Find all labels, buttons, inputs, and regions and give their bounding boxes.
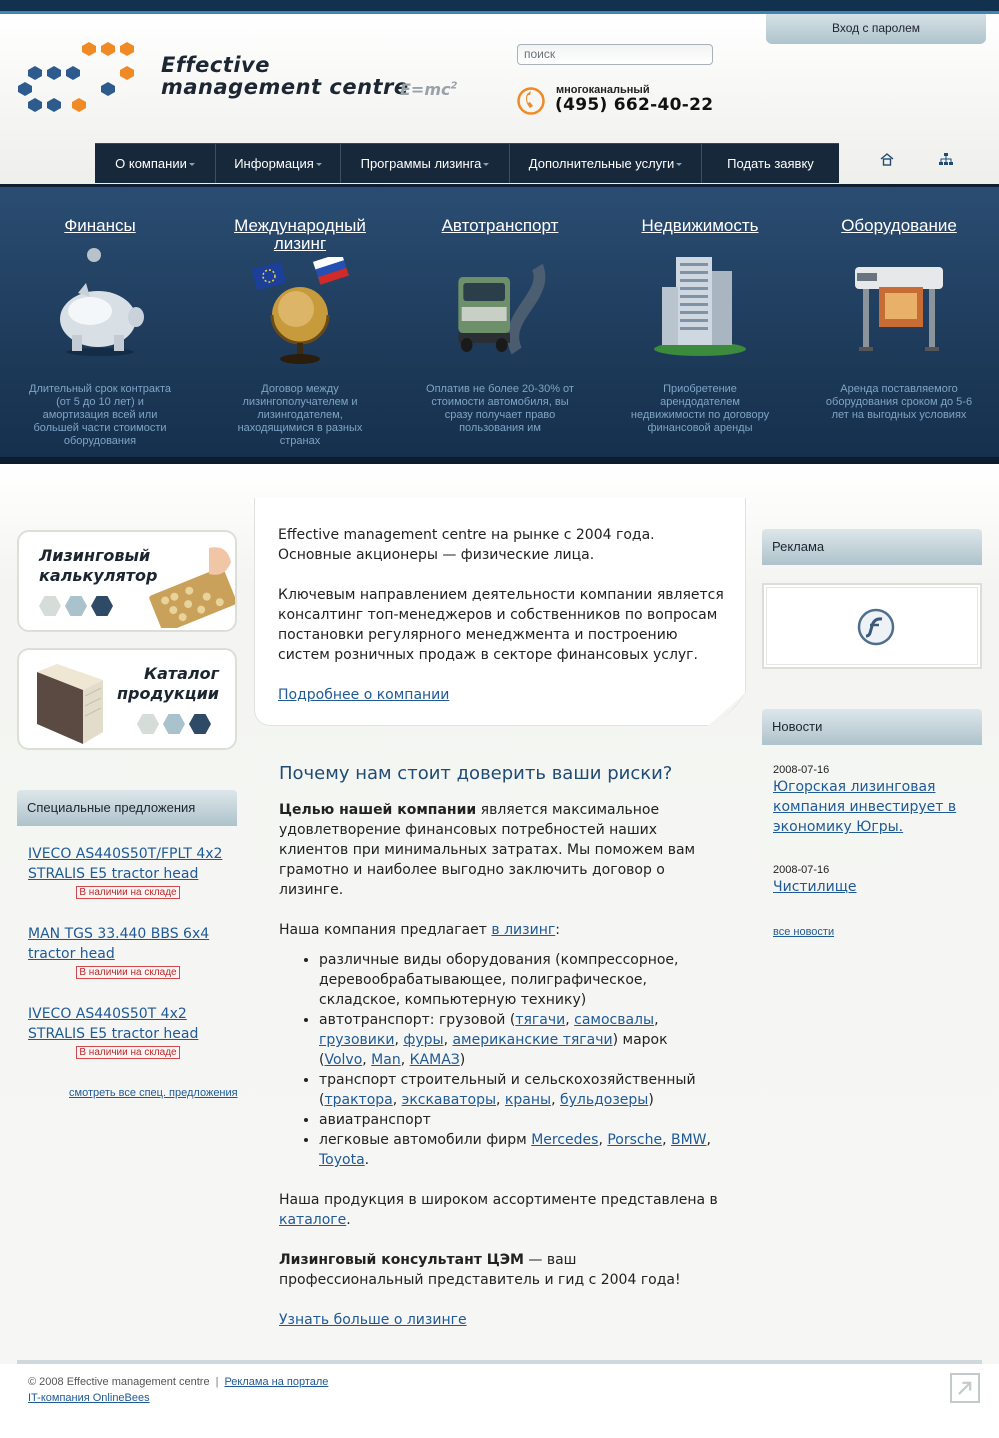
offer-link[interactable]: MAN TGS 33.440 BBS 6x4 tractor head	[28, 926, 210, 962]
leasing-calculator-banner[interactable]	[17, 530, 237, 632]
list-item: • легковые автомобили фирм Mercedes, Porsche, BMW, Toyota.	[319, 1130, 719, 1170]
about-more-link[interactable]: Подробнее о компании	[278, 687, 450, 703]
offer-link[interactable]: IVECO AS440S50T 4x2 STRALIS E5 tractor head	[28, 1006, 199, 1042]
printer-equipment-icon[interactable]	[849, 247, 949, 357]
chevron-down-icon	[483, 163, 489, 166]
product-catalog-banner[interactable]	[17, 648, 237, 750]
truck-type-link[interactable]: фуры	[403, 1032, 444, 1048]
news-heading: Новости	[762, 709, 982, 745]
logo-line-1: Effective	[161, 53, 270, 77]
status-badge: В наличии на складе	[76, 886, 180, 899]
all-offers-link[interactable]: смотреть все спец. предложения	[69, 1087, 238, 1099]
logo-formula: $E=mc^2$	[400, 80, 458, 99]
ad-heading: Реклама	[762, 529, 982, 565]
phone-number[interactable]: (495) 662-40-22	[555, 95, 714, 115]
news-link[interactable]: Чистилище	[773, 879, 857, 895]
list-item: • автотранспорт: грузовой (тягачи, самосвалы, грузовики, фуры, американские тягачи) марок (Volvo, Man, КАМАЗ)	[319, 1010, 719, 1070]
building-icon[interactable]	[650, 247, 750, 357]
developer-link[interactable]: IT-компания OnlineBees	[28, 1392, 150, 1404]
chevron-down-icon	[676, 163, 682, 166]
truck-type-link[interactable]: тягачи	[515, 1012, 566, 1028]
search-input[interactable]: поиск	[517, 44, 713, 65]
piggy-bank-icon[interactable]	[50, 247, 150, 357]
page-curl-icon	[708, 692, 746, 726]
category-title[interactable]: Оборудование	[841, 216, 957, 235]
machinery-link[interactable]: экскаваторы	[401, 1092, 497, 1108]
catalog-paragraph: Наша продукция в широком ассортименте представлена в каталоге.	[279, 1192, 718, 1228]
list-item	[28, 844, 228, 899]
brand-link[interactable]: КАМАЗ	[409, 1052, 460, 1068]
flash-player-icon	[857, 608, 895, 646]
news-item	[773, 863, 973, 897]
footer-divider	[17, 1360, 982, 1364]
category-title[interactable]: Международный лизинг	[234, 216, 366, 253]
about-card	[254, 498, 746, 726]
abacus-icon	[147, 540, 237, 628]
category-desc: Приобретение арендодателем недвижимости по договору финансовой аренды	[630, 383, 770, 434]
category-desc: Аренда поставляемого оборудования сроком до 5-6 лет на выгодных условиях	[825, 383, 973, 421]
machinery-link[interactable]: трактора	[324, 1092, 393, 1108]
about-intro: Effective management centre на рынке с 2004 года. Основные акционеры — физические лица.	[278, 527, 655, 563]
login-button[interactable]: Вход с паролем	[766, 14, 986, 44]
truck-type-link[interactable]: самосвалы	[574, 1012, 655, 1028]
car-brand-link[interactable]: Mercedes	[531, 1132, 599, 1148]
nav-item-programs[interactable]: Программы лизинга	[341, 144, 510, 183]
category-international	[210, 216, 390, 447]
about-text: Ключевым направлением деятельности компании является консалтинг топ-менеджеров и собственников по вопросам постановки регулярного менеджмента и построению систем розничных продаж в секторе финансовых услуг.	[278, 587, 724, 663]
car-brand-link[interactable]: Toyota	[319, 1152, 365, 1168]
top-bar	[0, 0, 999, 14]
category-title[interactable]: Финансы	[64, 216, 136, 235]
main-nav	[95, 143, 839, 183]
nav-item-apply[interactable]: Подать заявку	[727, 156, 814, 171]
category-desc: Длительный срок контракта (от 5 до 10 лет) и амортизация всей или большей части стоимости оборудования	[29, 383, 171, 447]
category-equipment	[809, 216, 989, 421]
learn-more	[279, 1310, 719, 1330]
leasing-link[interactable]: в лизинг	[491, 922, 556, 938]
home-icon[interactable]	[879, 152, 895, 166]
news-link[interactable]: Югорская лизинговая компания инвестирует в экономику Югры.	[773, 779, 957, 835]
list-item	[28, 924, 228, 979]
hex-decoration	[39, 596, 113, 616]
nav-item-info[interactable]: Информация	[216, 144, 341, 183]
list-item	[28, 1004, 228, 1059]
calculator-title: Лизинговый калькулятор	[39, 546, 158, 585]
truck-type-link[interactable]: американские тягачи	[452, 1032, 613, 1048]
arrow-up-right-icon[interactable]	[950, 1373, 980, 1403]
nav-item-services[interactable]: Дополнительные услуги	[510, 144, 702, 183]
category-desc: Договор между лизингополучателем и лизингодателем, находящимися в разных странах	[237, 383, 363, 447]
sitemap-icon[interactable]	[938, 152, 954, 166]
footer-separator: |	[215, 1376, 219, 1388]
article-heading: Почему нам стоит доверить ваши риски?	[279, 763, 673, 784]
category-finance	[10, 216, 190, 447]
logo-icon[interactable]	[16, 42, 136, 116]
news-date: 2008-07-16	[773, 764, 830, 776]
brand-link[interactable]: Man	[371, 1052, 401, 1068]
list-item: • различные виды оборудования (компрессорное, деревообрабатывающее, полиграфическое, складское, компьютерную технику)	[319, 950, 719, 1010]
offer-intro: Наша компания предлагает в лизинг:	[279, 922, 560, 938]
chevron-down-icon	[316, 163, 322, 166]
about-more	[278, 685, 728, 705]
offer-list	[319, 950, 719, 1170]
category-title[interactable]: Недвижимость	[641, 216, 759, 235]
category-realty	[610, 216, 790, 434]
logo-title[interactable]	[161, 54, 409, 98]
ad-banner[interactable]	[762, 583, 982, 669]
phone-caption: многоканальный	[556, 84, 650, 96]
machinery-link[interactable]: бульдозеры	[559, 1092, 649, 1108]
category-banner	[0, 184, 999, 464]
category-desc: Оплатив не более 20-30% от стоимости автомобиля, вы сразу получает право пользования им	[426, 383, 574, 434]
list-item: • авиатранспорт	[319, 1110, 719, 1130]
logo-line-2: management centre	[161, 75, 409, 99]
consultant-paragraph: Лизинговый консультант ЦЭМ — ваш профессиональный представитель и гид с 2004 года!	[279, 1252, 681, 1288]
list-item: • транспорт строительный и сельскохозяйственный (трактора, экскаваторы, краны, бульдозеры)	[319, 1070, 719, 1110]
brand-link[interactable]: Volvo	[324, 1052, 363, 1068]
phone-icon	[517, 87, 545, 115]
news-item	[773, 763, 973, 837]
advertising-link[interactable]: Реклама на портале	[224, 1376, 329, 1388]
special-offers-heading: Специальные предложения	[17, 790, 237, 826]
category-transport	[410, 216, 590, 434]
offer-link[interactable]: IVECO AS440S50T/FPLT 4x2 STRALIS E5 tractor head	[28, 846, 223, 882]
book-icon	[33, 662, 113, 746]
category-title[interactable]: Автотранспорт	[441, 216, 559, 235]
main-article	[279, 762, 719, 1350]
goal-paragraph: Целью нашей компании является максимальное удовлетворение финансовых потребностей наших клиентов при минимальных затратах. Мы поможем вам грамотно и наиболее выгодно заключить договор о лизинге.	[279, 802, 696, 898]
car-brand-link[interactable]: Porsche	[607, 1132, 663, 1148]
all-news-link[interactable]: все новости	[773, 926, 835, 938]
catalog-link[interactable]: каталоге	[279, 1212, 347, 1228]
copyright: © 2008 Effective management centre	[28, 1376, 210, 1388]
car-brand-link[interactable]: BMW	[671, 1132, 707, 1148]
globe-flags-icon[interactable]	[250, 257, 350, 367]
nav-item-about[interactable]: О компании	[95, 144, 216, 183]
footer	[28, 1374, 328, 1406]
chevron-down-icon	[189, 163, 195, 166]
news-date: 2008-07-16	[773, 864, 830, 876]
truck-icon[interactable]	[450, 247, 550, 357]
machinery-link[interactable]: краны	[504, 1092, 552, 1108]
status-badge: В наличии на складе	[76, 1046, 180, 1059]
status-badge: В наличии на складе	[76, 966, 180, 979]
hex-decoration	[137, 714, 211, 734]
catalog-title: Каталог продукции	[117, 664, 219, 703]
learn-more-link[interactable]: Узнать больше о лизинге	[279, 1312, 467, 1328]
truck-type-link[interactable]: грузовики	[319, 1032, 395, 1048]
